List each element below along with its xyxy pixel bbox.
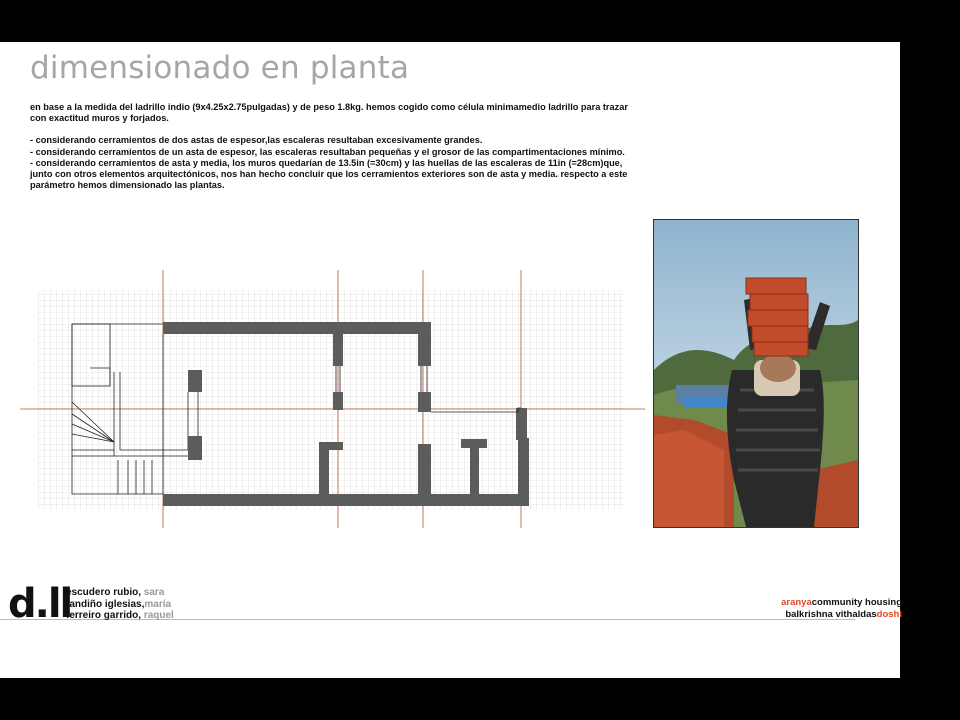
bottom-letterbox bbox=[0, 678, 960, 720]
project-architect: balkrishna vithaldasdoshi bbox=[785, 609, 902, 620]
bricks-photo bbox=[653, 219, 859, 528]
project-credit bbox=[781, 597, 902, 621]
authors-block bbox=[66, 587, 174, 622]
paragraph-option-3: - considerando cerramientos de asta y media, los muros quedarían de 13.5in (=30cm) y las huellas de las escaleras de 11in (=28cm)que, junto con otros elementos arquitectónicos, nos han hecho concluir que los cerramientos exteriores son de asta y media. respecto a este parámetro hemos dimensionado las plantas. bbox=[30, 157, 628, 191]
photo-illustration bbox=[654, 220, 858, 527]
author-row: escudero rubio, sara bbox=[66, 587, 165, 598]
author-row: fandiño iglesias,maría bbox=[66, 598, 172, 610]
project-title: aranyacommunity housing bbox=[781, 597, 902, 608]
author-row: ferreiro garrido, raquel bbox=[66, 610, 174, 621]
paragraph-option-1: - considerando cerramientos de dos astas de espesor,las escaleras resultaban excesivamente grandes. bbox=[30, 135, 483, 146]
studio-logo: d.ll bbox=[8, 581, 72, 627]
page-title: dimensionado en planta bbox=[30, 50, 410, 86]
paragraph-option-2: - considerando cerramientos de un asta de espesor, las escaleras resultaban pequeñas y el grosor de las compartimentaciones mínimo. bbox=[30, 146, 625, 157]
floor-plan-drawing bbox=[20, 228, 645, 528]
right-margin bbox=[900, 0, 960, 678]
paragraph-intro: en base a la medida del ladrillo indio (9x4.25x2.75pulgadas) y de peso 1.8kg. hemos cogido como célula minimamedio ladrillo para trazar con exactitud muros y forjados. bbox=[30, 102, 628, 124]
description-text bbox=[30, 102, 645, 191]
